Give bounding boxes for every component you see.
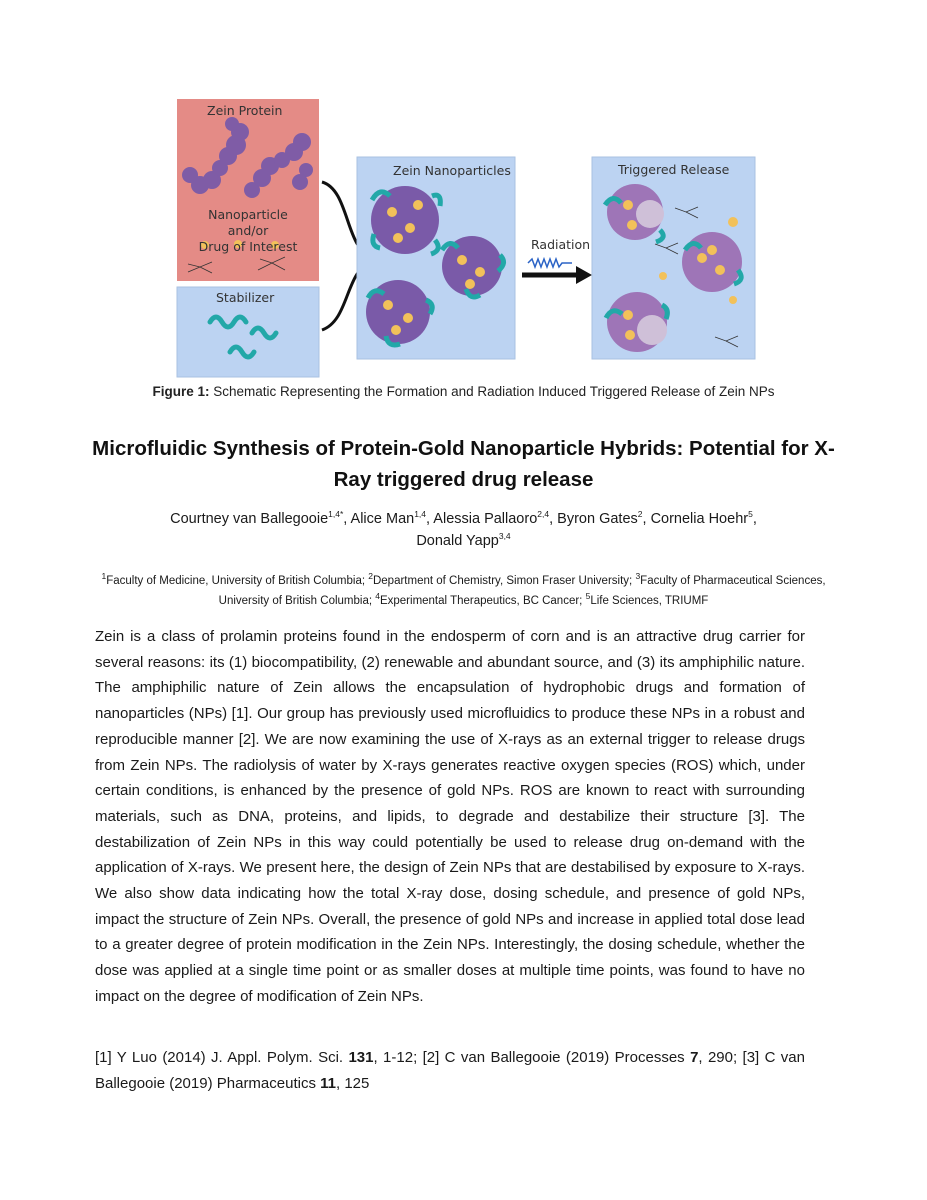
label-stabilizer: Stabilizer xyxy=(216,290,275,305)
affiliation-number: 3 xyxy=(635,571,641,582)
caption-label: Figure 1: xyxy=(152,384,210,399)
author-affiliation: 1,4* xyxy=(328,509,344,520)
label-zein-protein: Zein Protein xyxy=(207,103,283,118)
radiation-wave-icon xyxy=(528,259,572,267)
figure-caption xyxy=(0,384,927,399)
label-drug-of-interest: Nanoparticle and/or Drug of Interest xyxy=(198,207,298,254)
author-name: Alessia Pallaoro xyxy=(433,511,538,527)
reference-volume: 7 xyxy=(690,1049,699,1066)
label-triggered-release: Triggered Release xyxy=(618,162,730,177)
author-name: Cornelia Hoehr xyxy=(650,511,749,527)
author-affiliation: 3,4 xyxy=(498,531,511,542)
affiliation-number: 2 xyxy=(368,571,373,582)
affiliation-text: Life Sciences, TRIUMF xyxy=(590,595,709,607)
affiliation-text: Faculty of Medicine, University of British Columbia; xyxy=(106,575,369,587)
reference-text: , 1-12; [2] C van Ballegooie (2019) Processes xyxy=(373,1049,691,1066)
reference-text: , 290; [3] C van Ballegooie (2019) Pharmaceutics xyxy=(95,1049,805,1092)
figure-1 xyxy=(0,0,927,380)
paper-title: Microfluidic Synthesis of Protein-Gold Nanoparticle Hybrids: Potential for X-Ray triggered drug release xyxy=(92,437,835,491)
author-affiliation: 5 xyxy=(748,509,753,520)
released-particle-2 xyxy=(682,232,742,292)
affiliation-number: 5 xyxy=(585,591,591,602)
affiliation-text: Department of Chemistry, Simon Fraser University; xyxy=(372,575,636,587)
references xyxy=(95,1045,805,1096)
reference-text: [1] Y Luo (2014) J. Appl. Polym. Sci. xyxy=(95,1049,349,1066)
affiliation-list xyxy=(90,571,837,611)
label-radiation: Radiation xyxy=(531,237,591,252)
affiliation-number: 4 xyxy=(375,591,380,602)
author-affiliation: 2 xyxy=(637,509,643,520)
schematic-diagram xyxy=(0,0,927,380)
affiliation-number: 1 xyxy=(101,571,107,582)
author-name: Courtney van Ballegooie xyxy=(170,511,329,527)
reference-volume: 131 xyxy=(348,1049,374,1066)
affiliation-text: Faculty of Pharmaceutical Sciences, University of British Columbia; xyxy=(218,575,826,607)
reference-text: , 125 xyxy=(335,1074,370,1092)
caption-text: Schematic Representing the Formation and Radiation Induced Triggered Release of Zein NPs xyxy=(209,384,775,399)
author-affiliation: 1,4 xyxy=(414,509,427,520)
author-name: Byron Gates xyxy=(557,511,638,527)
abstract-body: Zein is a class of prolamin proteins found in the endosperm of corn and is an attractive drug carrier for several reasons: its (1) biocompatibility, (2) renewable and abundant source, and (3) its amphiphilic nature. The amphiphilic nature of Zein allows the encapsulation of hydrophobic drugs and formation of nanoparticles (NPs) [1]. Our group has previously used microfluidics to produce these NPs in a robust and reproducible manner [2]. We are now examining the use of X-rays as an external trigger to release drugs from Zein NPs. The radiolysis of water by X-rays generates reactive oxygen species (ROS) which, under certain conditions, is enhanced by the presence of gold NPs. ROS are known to react with surrounding materials, such as DNA, proteins, and lipids, to degrade and destabilize their structure [3]. The destabilization of Zein NPs in this way could potentially be used to release drug on-demand with the application of X-rays. We present here, the design of Zein NPs that are destabilised by exposure to X-rays. We also show data indicating how the total X-ray dose, dosing schedule, and presence of gold NPs, impact the structure of Zein NPs. Overall, the presence of gold NPs and increase in applied total dose lead to a greater degree of protein modification in the Zein NPs. Interestingly, the dosing schedule, whether the dose was applied at a single time point or as smaller doses at multiple time points, was found to have no impact on the degree of modification of Zein NPs. xyxy=(95,628,805,1005)
affiliation-text: Experimental Therapeutics, BC Cancer; xyxy=(379,595,586,607)
author-affiliation: 2,4 xyxy=(537,509,550,520)
label-zein-nanoparticles: Zein Nanoparticles xyxy=(393,163,511,178)
author-list: Courtney van Ballegooie$^{1,4*}$, Alice Man$^{1,4}$, Alessia Pallaoro$^{2,4}$, Byron Gates$^2$, Cornelia Hoehr$^5$, Donald Yapp$^{3,4}$ xyxy=(170,509,757,549)
author-name: Donald Yapp xyxy=(416,533,499,549)
reference-volume: 11 xyxy=(320,1074,336,1092)
author-name: Alice Man xyxy=(350,511,415,527)
